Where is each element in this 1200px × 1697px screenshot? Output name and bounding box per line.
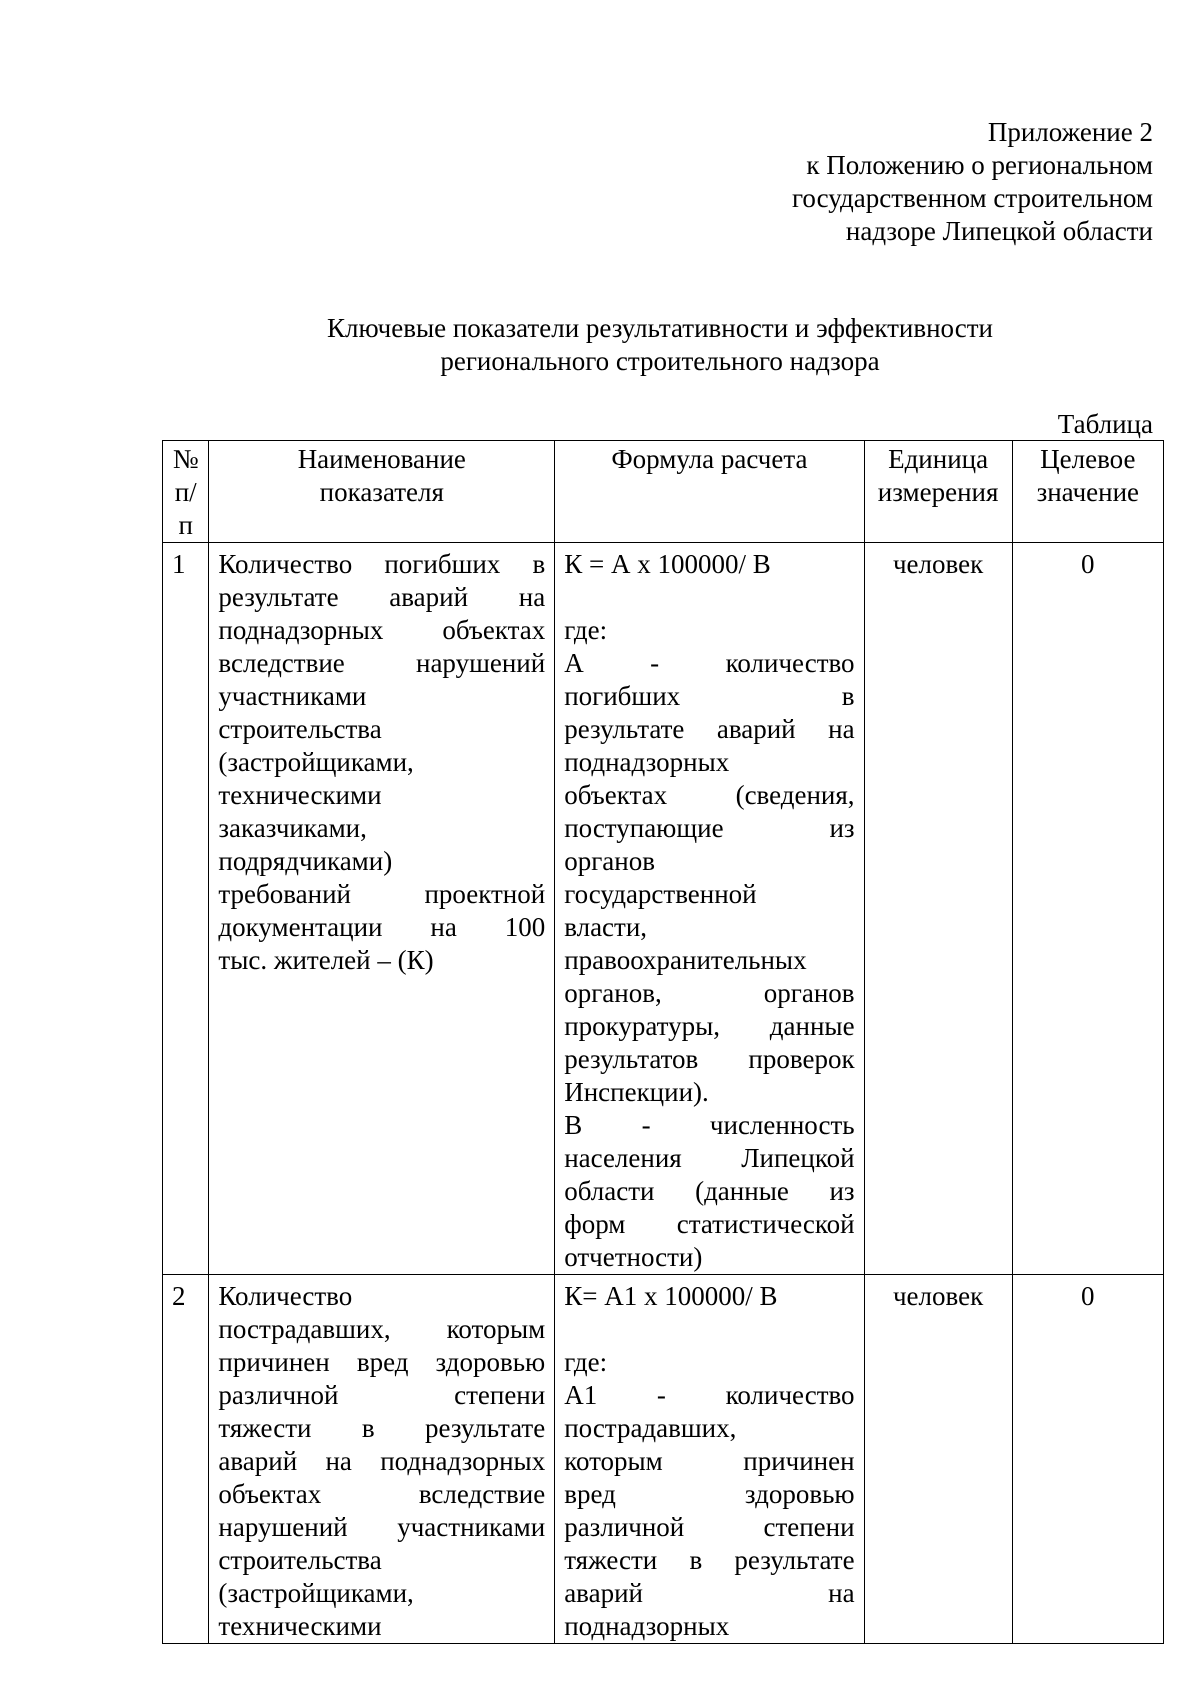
indicator-name-line: требований проектной	[218, 879, 546, 909]
header-num-line-1: №	[172, 444, 199, 474]
formula-line: результатов проверок	[564, 1044, 855, 1074]
formula-line: пострадавших,	[564, 1413, 737, 1443]
indicator-name-line: тяжести в результате	[218, 1413, 546, 1443]
formula-line: области (данные из	[564, 1176, 855, 1206]
formula-line: поднадзорных	[564, 1611, 730, 1641]
formula-line: форм статистической	[564, 1209, 855, 1239]
title-line-1: Ключевые показатели результативности и эффективности	[327, 313, 993, 343]
appendix-header	[792, 116, 1153, 248]
header-formula-text: Формула расчета	[611, 444, 808, 474]
indicator-name-line: техническими	[218, 1611, 382, 1641]
indicator-name-line: (застройщиками,	[218, 747, 414, 777]
formula-line: власти,	[564, 912, 648, 942]
indicator-name-line: Количество погибших в	[218, 549, 546, 579]
header-target-line-1: Целевое	[1040, 444, 1136, 474]
indicator-name-line: различной степени	[218, 1380, 546, 1410]
indicator-name-line: вследствие нарушений	[218, 648, 546, 678]
cell-formula	[555, 1275, 864, 1644]
formula-line: погибших в	[564, 681, 855, 711]
cell-target-value: 0	[1012, 543, 1163, 1275]
formula-line: органов, органов	[564, 978, 855, 1008]
formula-expression: К = А х 100000/ В	[564, 549, 771, 579]
formula-line: В - численность	[564, 1110, 855, 1140]
table-caption: Таблица	[1057, 409, 1153, 439]
document-title	[160, 312, 1160, 378]
formula-line: поднадзорных	[564, 747, 730, 777]
formula-expression: К= А1 х 100000/ В	[564, 1281, 778, 1311]
formula-line: вред здоровью	[564, 1479, 855, 1509]
indicator-name-line: строительства	[218, 1545, 382, 1575]
formula-line: прокуратуры, данные	[564, 1011, 855, 1041]
formula-line: объектах (сведения,	[564, 780, 855, 810]
header-target-line-2: значение	[1036, 477, 1140, 507]
header-num	[163, 441, 209, 543]
formula-line: тяжести в результате	[564, 1545, 855, 1575]
table-header-row	[163, 441, 1164, 543]
header-name-line-1: Наименование	[297, 444, 466, 474]
formula-line: государственной	[564, 879, 757, 909]
appendix-line-2: к Положению о региональном	[806, 150, 1153, 180]
header-unit-line-1: Единица	[888, 444, 989, 474]
indicator-name-line: тыс. жителей – (К)	[218, 945, 434, 975]
formula-where: где:	[564, 1347, 608, 1377]
header-name	[209, 441, 555, 543]
cell-target-value: 0	[1012, 1275, 1163, 1644]
cell-unit: человек	[864, 543, 1012, 1275]
cell-formula	[555, 543, 864, 1275]
header-num-line-2: п/п	[174, 477, 197, 540]
appendix-line-3: государственном строительном	[792, 183, 1153, 213]
indicator-name-line: строительства	[218, 714, 382, 744]
formula-line: поступающие из	[564, 813, 855, 843]
indicator-name-line: подрядчиками)	[218, 846, 393, 876]
formula-line: А1 - количество	[564, 1380, 855, 1410]
formula-line: результате аварий на	[564, 714, 855, 744]
formula-line: отчетности)	[564, 1242, 703, 1272]
indicator-name-line: результате аварий на	[218, 582, 546, 612]
indicator-name-line: поднадзорных объектах	[218, 615, 546, 645]
header-target	[1012, 441, 1163, 543]
formula-line: населения Липецкой	[564, 1143, 855, 1173]
cell-num: 2	[163, 1275, 209, 1644]
formula-line: различной степени	[564, 1512, 855, 1542]
header-formula	[555, 441, 864, 543]
cell-num: 1	[163, 543, 209, 1275]
formula-line: правоохранительных	[564, 945, 807, 975]
formula-line: которым причинен	[564, 1446, 855, 1476]
indicator-name-line: участниками	[218, 681, 367, 711]
indicator-name-line: объектах вследствие	[218, 1479, 546, 1509]
formula-where: где:	[564, 615, 608, 645]
indicator-name-line: нарушений участниками	[218, 1512, 546, 1542]
formula-line: Инспекции).	[564, 1077, 709, 1107]
formula-spacer	[564, 1313, 854, 1346]
indicator-name-line: причинен вред здоровью	[218, 1347, 546, 1377]
indicator-name-line: пострадавших, которым	[218, 1314, 546, 1344]
formula-line: аварий на	[564, 1578, 855, 1608]
appendix-line-1: Приложение 2	[987, 117, 1153, 147]
cell-indicator-name	[209, 1275, 555, 1644]
formula-line: органов	[564, 846, 655, 876]
indicator-name-line: Количество	[218, 1281, 353, 1311]
header-name-line-2: показателя	[319, 477, 444, 507]
appendix-line-4: надзоре Липецкой области	[845, 216, 1153, 246]
formula-spacer	[564, 581, 854, 614]
formula-line: А - количество	[564, 648, 855, 678]
table-row	[163, 1275, 1164, 1644]
header-unit-line-2: измерения	[877, 477, 999, 507]
table-row	[163, 543, 1164, 1275]
title-line-2: регионального строительного надзора	[440, 346, 880, 376]
indicator-name-line: техническими	[218, 780, 382, 810]
indicator-name-line: заказчиками,	[218, 813, 367, 843]
cell-unit: человек	[864, 1275, 1012, 1644]
cell-indicator-name	[209, 543, 555, 1275]
indicator-name-line: (застройщиками,	[218, 1578, 414, 1608]
kpi-table	[162, 440, 1164, 1644]
indicator-name-line: аварий на поднадзорных	[218, 1446, 546, 1476]
header-unit	[864, 441, 1012, 543]
indicator-name-line: документации на 100	[218, 912, 546, 942]
